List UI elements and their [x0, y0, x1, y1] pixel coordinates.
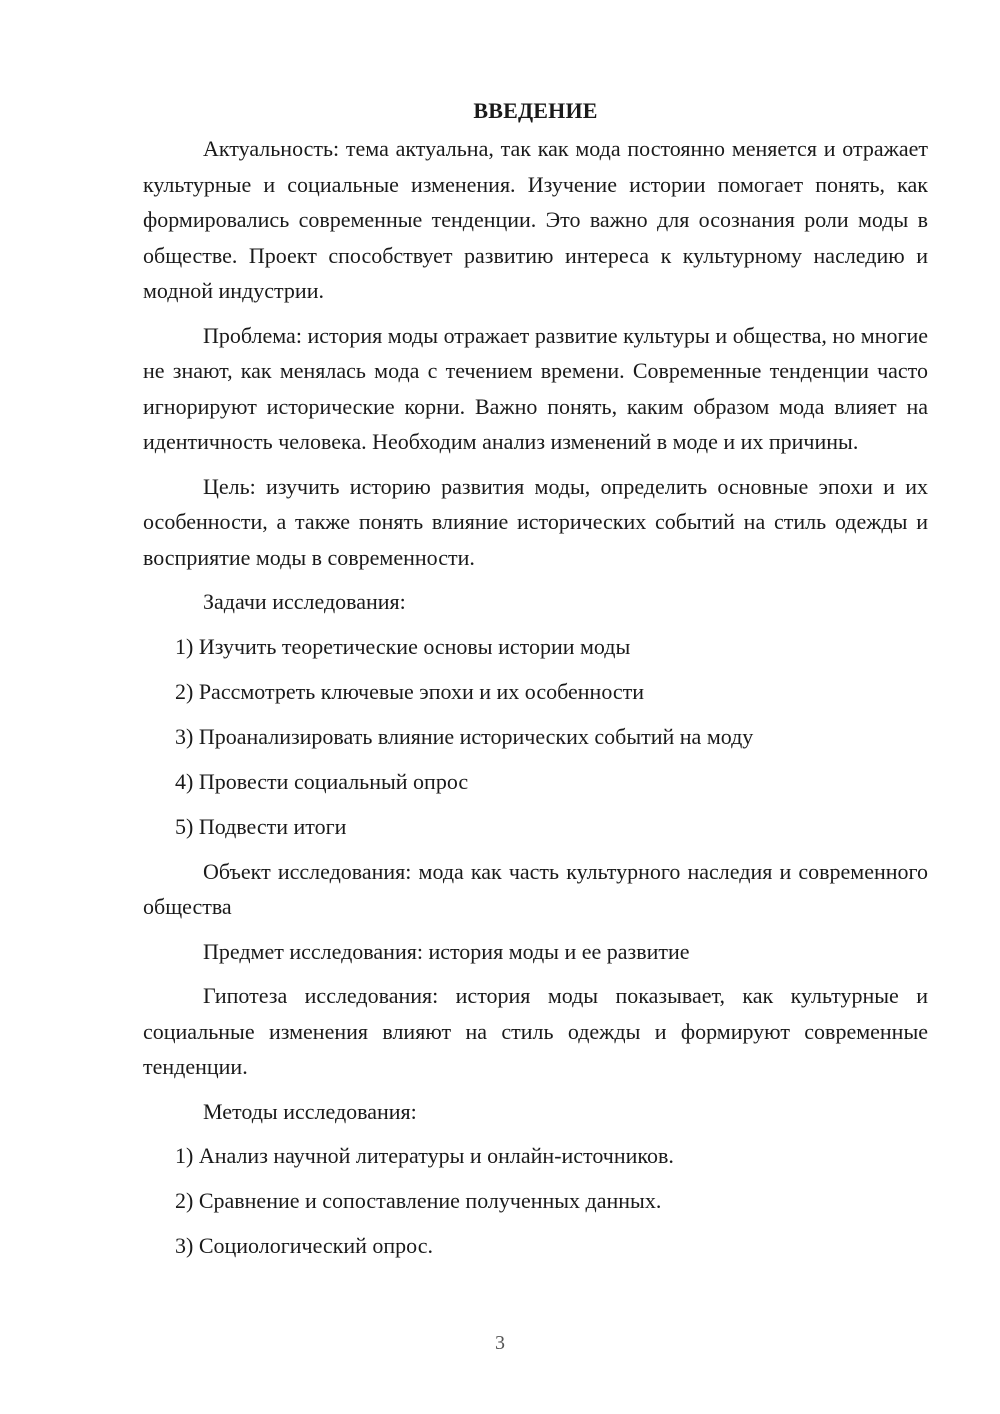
list-item: 2) Рассмотреть ключевые эпохи и их особенности	[175, 678, 645, 704]
list-item: 4) Провести социальный опрос	[175, 768, 469, 794]
object-paragraph: Объект исследования: мода как часть культурного наследия и современного общества	[143, 858, 928, 919]
methods-heading: Методы исследования:	[203, 1098, 417, 1124]
list-item: 2) Сравнение и сопоставление полученных данных.	[175, 1188, 662, 1213]
methods-list	[143, 1138, 928, 1264]
problem-paragraph: Проблема: история моды отражает развитие культуры и общества, но многие не знают, как менялась мода с течением времени. Современные тенденции часто игнорируют исторические корни. Важно понять, каким образом мода влияет на идентичность человека. Необходим анализ изменений в моде и их причины.	[143, 322, 928, 454]
page-title: ВВЕДЕНИЕ	[473, 98, 598, 123]
subject-paragraph: Предмет исследования: история моды и ее развитие	[203, 938, 690, 964]
tasks-heading: Задачи исследования:	[203, 589, 406, 614]
tasks-list	[143, 629, 928, 845]
document-page	[143, 95, 928, 1273]
list-item: 1) Изучить теоретические основы истории моды	[175, 633, 631, 659]
list-item: 3) Социологический опрос.	[175, 1233, 433, 1258]
hypothesis-paragraph: Гипотеза исследования: история моды показывает, как культурные и социальные изменения влияют на стиль одежды и формируют современные тенденции.	[143, 983, 928, 1079]
goal-paragraph: Цель: изучить историю развития моды, определить основные эпохи и их особенности, а также понять влияние исторических событий на стиль одежды и восприятие моды в современности.	[143, 473, 928, 570]
list-item: 1) Анализ научной литературы и онлайн-источников.	[175, 1143, 674, 1168]
list-item: 5) Подвести итоги	[175, 813, 347, 839]
relevance-paragraph: Актуальность: тема актуальна, так как мода постоянно меняется и отражает культурные и социальные изменения. Изучение истории помогает понять, как формировались современные тенденции. Это важно для осознания роли моды в обществе. Проект способствует развитию интереса к культурному наследию и модной индустрии.	[143, 136, 928, 303]
list-item: 3) Проанализировать влияние исторических событий на моду	[175, 723, 754, 749]
page-number: 3	[495, 1332, 505, 1354]
